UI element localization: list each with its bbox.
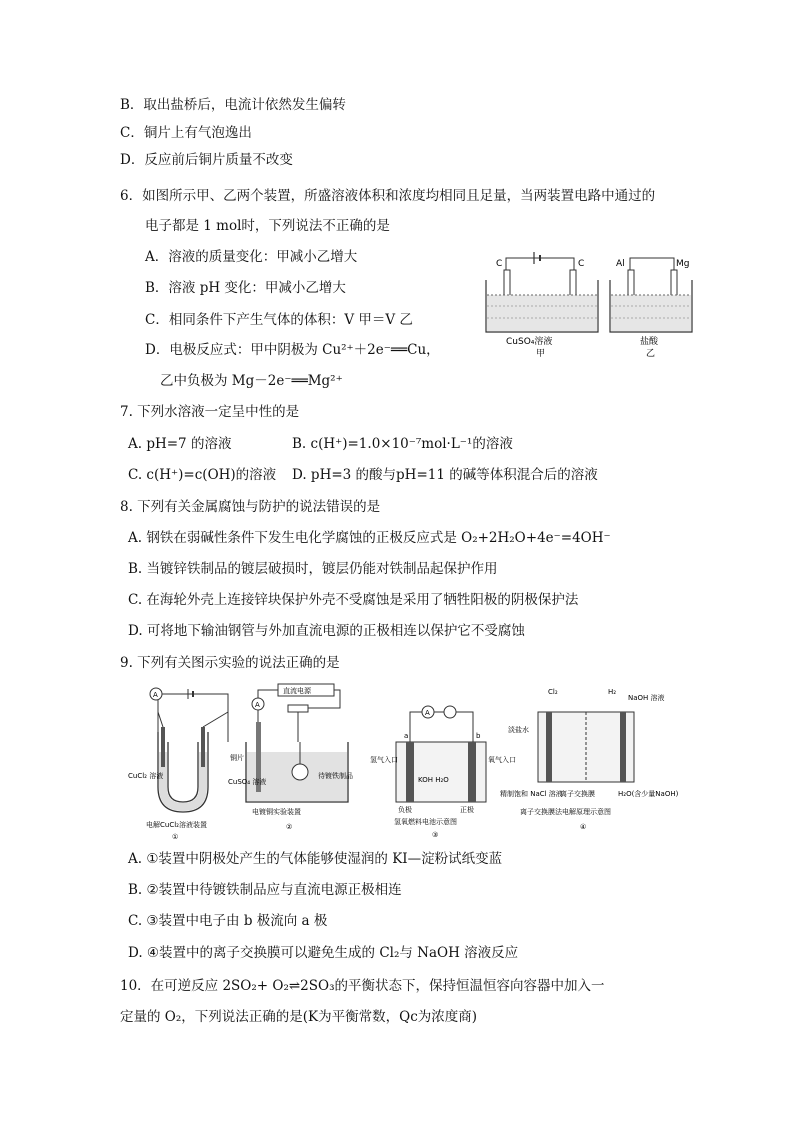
- jia-right-electrode-label: C: [578, 259, 585, 269]
- q5-option-b: B．取出盐桥后，电流计依然发生偏转: [120, 97, 346, 113]
- d2-power-label: 直流电源: [283, 687, 311, 695]
- yi-solution-label: 盐酸: [640, 337, 659, 347]
- device-1: [128, 688, 228, 841]
- q6-stem: 6．如图所示甲、乙两个装置，所盛溶液体积和浓度均相同且足量，当两装置电路中通过的: [120, 188, 656, 204]
- q8-option-a: A. 钢铁在弱碱性条件下发生电化学腐蚀的正极反应式是 O₂+2H₂O+4e⁻=4OH⁻: [128, 530, 611, 546]
- lamp-icon: [444, 706, 456, 718]
- q6-option-c: C．相同条件下产生气体的体积：V 甲＝V 乙: [145, 312, 413, 328]
- yi-left-electrode-label: Al: [616, 259, 625, 269]
- q6-stem-cont: 电子都是 1 mol时，下列说法不正确的是: [145, 218, 390, 234]
- d2-caption: 电镀铜实验装置: [252, 808, 301, 816]
- q6-option-d: D．电极反应式：甲中阴极为 Cu²⁺＋2e⁻══Cu，: [145, 342, 440, 358]
- d4-naoh-label: NaOH 溶液: [628, 694, 665, 702]
- q7-option-a: A. pH=7 的溶液: [128, 436, 232, 452]
- d1-number: ①: [172, 833, 179, 841]
- d3-neg-label: 负极: [398, 806, 412, 814]
- q7-stem: 7. 下列水溶液一定呈中性的是: [120, 404, 300, 420]
- d1-caption: 电解CuCl₂溶液装置: [146, 821, 207, 829]
- jia-apparatus: [486, 252, 598, 359]
- svg-text:A: A: [255, 701, 260, 709]
- q7-option-b: B. c(H⁺)=1.0×10⁻⁷mol·L⁻¹的溶液: [292, 436, 513, 452]
- d4-nacl-label: 精制饱和 NaCl 溶液: [500, 790, 563, 798]
- q8-option-b: B. 当镀锌铁制品的镀层破损时，镀层仍能对铁制品起保护作用: [128, 561, 498, 577]
- d3-caption: 氢氧燃料电池示意图: [394, 818, 457, 826]
- q10-stem-cont: 定量的 O₂，下列说法正确的是(K为平衡常数，Qc为浓度商): [120, 1009, 478, 1025]
- d4-cl2-label: Cl₂: [548, 688, 558, 696]
- d2-solution-label: CuSO₄ 溶液: [228, 778, 267, 786]
- d2-copper-label: 铜片: [230, 754, 244, 762]
- d2-item-label: 待镀铁制品: [318, 772, 353, 780]
- d3-electrolyte-label: KOH H₂O: [418, 776, 449, 784]
- q5-option-c: C．铜片上有气泡逸出: [120, 125, 252, 141]
- d3-o2-inlet: 氧气入口: [488, 756, 516, 764]
- d3-a: a: [404, 732, 409, 740]
- d1-solution-label: CuCl₂ 溶液: [128, 772, 164, 780]
- d4-membrane-label: 离子交换膜: [560, 790, 595, 798]
- q7-option-c: C. c(H⁺)=c(OH)的溶液: [128, 467, 277, 483]
- d3-h2-inlet: 氢气入口: [370, 756, 398, 764]
- q8-option-d: D. 可将地下输油钢管与外加直流电源的正极相连以保护它不受腐蚀: [128, 623, 525, 639]
- jia-solution-label: CuSO₄溶液: [506, 337, 553, 347]
- q5-option-d: D．反应前后铜片质量不改变: [120, 152, 293, 168]
- device-3: [370, 706, 516, 839]
- yi-right-electrode-label: Mg: [676, 259, 690, 269]
- d3-pos-label: 正极: [460, 806, 474, 814]
- q6-figure: [478, 240, 698, 380]
- d4-water-label: H₂O(含少量NaOH): [618, 790, 679, 798]
- q6-option-d-cont: 乙中负极为 Mg－2e⁻══Mg²⁺: [160, 373, 343, 389]
- d3-number: ③: [432, 831, 439, 839]
- d3-b: b: [476, 732, 481, 740]
- q8-option-c: C. 在海轮外壳上连接锌块保护外壳不受腐蚀是采用了牺牲阳极的阴极保护法: [128, 592, 579, 608]
- yi-apparatus: [610, 258, 692, 359]
- q8-stem: 8. 下列有关金属腐蚀与防护的说法错误的是: [120, 499, 381, 515]
- d4-h2-label: H₂: [608, 688, 617, 696]
- q6-option-a: A．溶液的质量变化：甲减小乙增大: [145, 249, 358, 265]
- q7-option-d: D. pH=3 的酸与pH=11 的碱等体积混合后的溶液: [292, 467, 598, 483]
- resistor-icon: [288, 705, 308, 712]
- q9-option-c: C. ③装置中电子由 b 极流向 a 极: [128, 913, 328, 929]
- jia-name: 甲: [536, 349, 546, 359]
- d4-caption: 离子交换膜法电解原理示意图: [520, 808, 611, 816]
- svg-text:A: A: [153, 691, 158, 699]
- device-4: [500, 688, 679, 831]
- jia-left-electrode-label: C: [496, 259, 503, 269]
- q9-stem: 9. 下列有关图示实验的说法正确的是: [120, 655, 340, 671]
- d4-number: ④: [580, 823, 587, 831]
- q6-option-b: B．溶液 pH 变化：甲减小乙增大: [145, 280, 346, 296]
- d4-brine-label: 淡盐水: [508, 726, 529, 734]
- svg-text:A: A: [425, 709, 430, 717]
- q9-option-b: B. ②装置中待镀铁制品应与直流电源正极相连: [128, 882, 402, 898]
- q10-stem: 10．在可逆反应 2SO₂+ O₂⇌2SO₃的平衡状态下，保持恒温恒容向容器中加入一: [120, 978, 605, 994]
- yi-name: 乙: [646, 349, 656, 359]
- device-2: [228, 684, 353, 831]
- q9-option-d: D. ④装置中的离子交换膜可以避免生成的 Cl₂与 NaOH 溶液反应: [128, 945, 519, 961]
- d2-number: ②: [286, 823, 293, 831]
- q9-figure: [128, 682, 679, 841]
- q9-option-a: A. ①装置中阴极处产生的气体能够使湿润的 KI—淀粉试纸变蓝: [128, 851, 503, 867]
